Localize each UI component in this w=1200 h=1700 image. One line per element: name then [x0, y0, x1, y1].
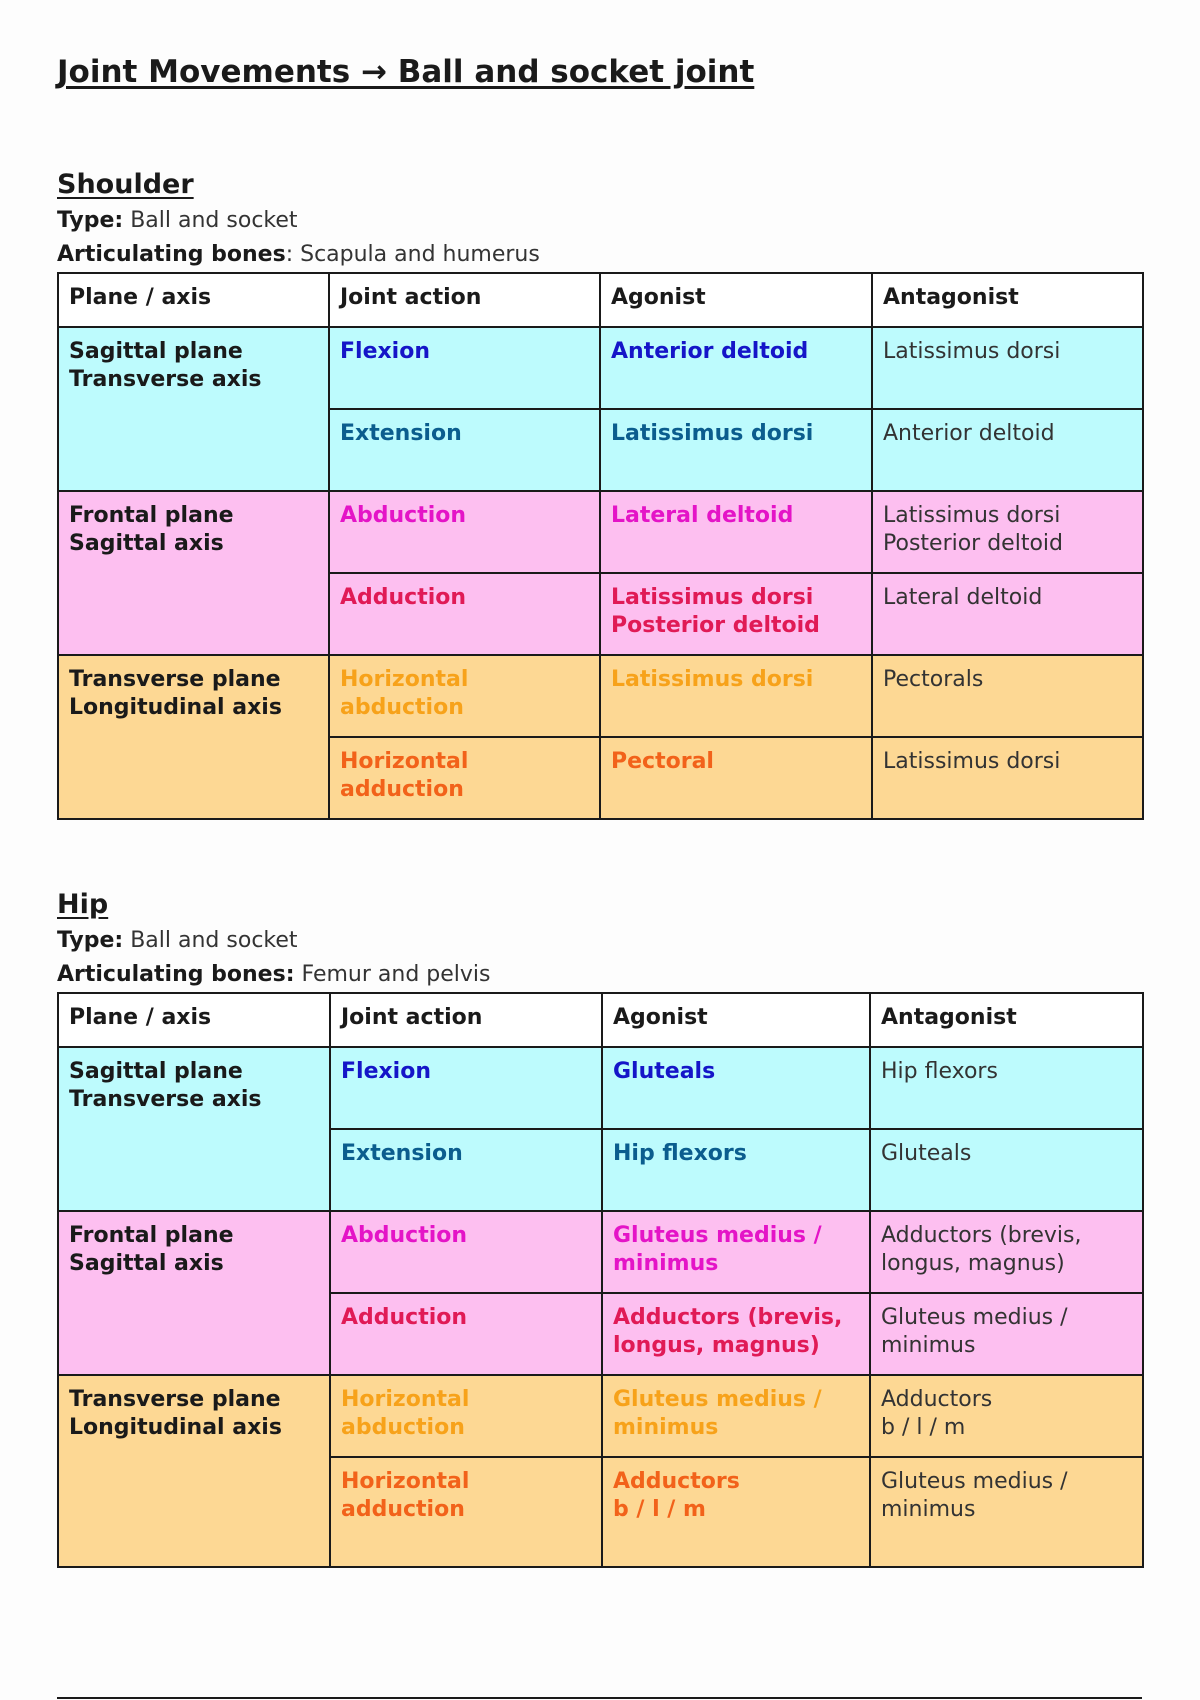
- table-row: [58, 1375, 1143, 1457]
- agonist-cell: Gluteals: [602, 1047, 870, 1129]
- antagonist-cell: Gluteals: [870, 1129, 1143, 1211]
- shoulder-section: [57, 166, 1142, 820]
- joint-action-cell: Flexion: [330, 1047, 602, 1129]
- table-row: [58, 491, 1143, 573]
- table-row: [58, 655, 1143, 737]
- header-agonist: Agonist: [602, 993, 870, 1047]
- antagonist-cell: Anterior deltoid: [872, 409, 1143, 491]
- plane-axis-cell: Sagittal plane Transverse axis: [58, 327, 329, 491]
- table-row: [58, 327, 1143, 409]
- plane-axis-cell: Sagittal plane Transverse axis: [58, 1047, 330, 1211]
- joint-action-cell: Abduction: [329, 491, 600, 573]
- agonist-cell: Anterior deltoid: [600, 327, 872, 409]
- antagonist-cell: Adductors b / l / m: [870, 1375, 1143, 1457]
- bones-label: Articulating bones: [57, 242, 286, 267]
- table-row: [58, 1211, 1143, 1293]
- type-value: Ball and socket: [130, 208, 298, 233]
- antagonist-cell: Lateral deltoid: [872, 573, 1143, 655]
- bones-label: Articulating bones:: [57, 962, 295, 987]
- agonist-cell: Pectoral: [600, 737, 872, 819]
- header-joint-action: Joint action: [329, 273, 600, 327]
- joint-action-cell: Horizontal abduction: [329, 655, 600, 737]
- agonist-cell: Gluteus medius / minimus: [602, 1375, 870, 1457]
- joint-action-cell: Extension: [329, 409, 600, 491]
- antagonist-cell: Latissimus dorsi: [872, 327, 1143, 409]
- header-agonist: Agonist: [600, 273, 872, 327]
- joint-action-cell: Flexion: [329, 327, 600, 409]
- hip-section: [57, 886, 1142, 1568]
- header-plane-axis: Plane / axis: [58, 273, 329, 327]
- antagonist-cell: Hip flexors: [870, 1047, 1143, 1129]
- joint-action-cell: Abduction: [330, 1211, 602, 1293]
- articulating-bones-line: [57, 238, 1142, 272]
- agonist-cell: Adductors b / l / m: [602, 1457, 870, 1567]
- page-bottom-divider: [57, 1697, 1142, 1699]
- type-value: Ball and socket: [130, 928, 298, 953]
- joint-action-cell: Adduction: [329, 573, 600, 655]
- document-title: Joint Movements → Ball and socket joint: [57, 54, 755, 90]
- antagonist-cell: Latissimus dorsi: [872, 737, 1143, 819]
- antagonist-cell: Pectorals: [872, 655, 1143, 737]
- type-label: Type:: [57, 928, 124, 953]
- agonist-cell: Latissimus dorsi Posterior deltoid: [600, 573, 872, 655]
- joint-action-cell: Horizontal abduction: [330, 1375, 602, 1457]
- bones-value: : Scapula and humerus: [285, 242, 540, 267]
- agonist-cell: Latissimus dorsi: [600, 409, 872, 491]
- joint-action-cell: Adduction: [330, 1293, 602, 1375]
- header-joint-action: Joint action: [330, 993, 602, 1047]
- type-label: Type:: [57, 208, 124, 233]
- table-row: [58, 1047, 1143, 1129]
- joint-action-cell: Horizontal adduction: [329, 737, 600, 819]
- antagonist-cell: Adductors (brevis, longus, magnus): [870, 1211, 1143, 1293]
- agonist-cell: Latissimus dorsi: [600, 655, 872, 737]
- joint-action-cell: Extension: [330, 1129, 602, 1211]
- bones-value: Femur and pelvis: [301, 962, 491, 987]
- joint-action-cell: Horizontal adduction: [330, 1457, 602, 1567]
- table-header-row: [58, 993, 1143, 1047]
- section-title-hip: Hip: [57, 889, 109, 920]
- agonist-cell: Lateral deltoid: [600, 491, 872, 573]
- plane-axis-cell: Transverse plane Longitudinal axis: [58, 655, 329, 819]
- agonist-cell: Hip flexors: [602, 1129, 870, 1211]
- joint-type-line: [57, 204, 1142, 238]
- plane-axis-cell: Transverse plane Longitudinal axis: [58, 1375, 330, 1567]
- antagonist-cell: Latissimus dorsi Posterior deltoid: [872, 491, 1143, 573]
- plane-axis-cell: Frontal plane Sagittal axis: [58, 1211, 330, 1375]
- header-antagonist: Antagonist: [870, 993, 1143, 1047]
- joint-type-line: [57, 924, 1142, 958]
- agonist-cell: Gluteus medius / minimus: [602, 1211, 870, 1293]
- shoulder-movements-table: [57, 272, 1144, 820]
- section-title-shoulder: Shoulder: [57, 169, 194, 200]
- hip-movements-table: [57, 992, 1144, 1568]
- articulating-bones-line: [57, 958, 1142, 992]
- plane-axis-cell: Frontal plane Sagittal axis: [58, 491, 329, 655]
- antagonist-cell: Gluteus medius / minimus: [870, 1457, 1143, 1567]
- agonist-cell: Adductors (brevis, longus, magnus): [602, 1293, 870, 1375]
- table-header-row: [58, 273, 1143, 327]
- header-antagonist: Antagonist: [872, 273, 1143, 327]
- header-plane-axis: Plane / axis: [58, 993, 330, 1047]
- antagonist-cell: Gluteus medius / minimus: [870, 1293, 1143, 1375]
